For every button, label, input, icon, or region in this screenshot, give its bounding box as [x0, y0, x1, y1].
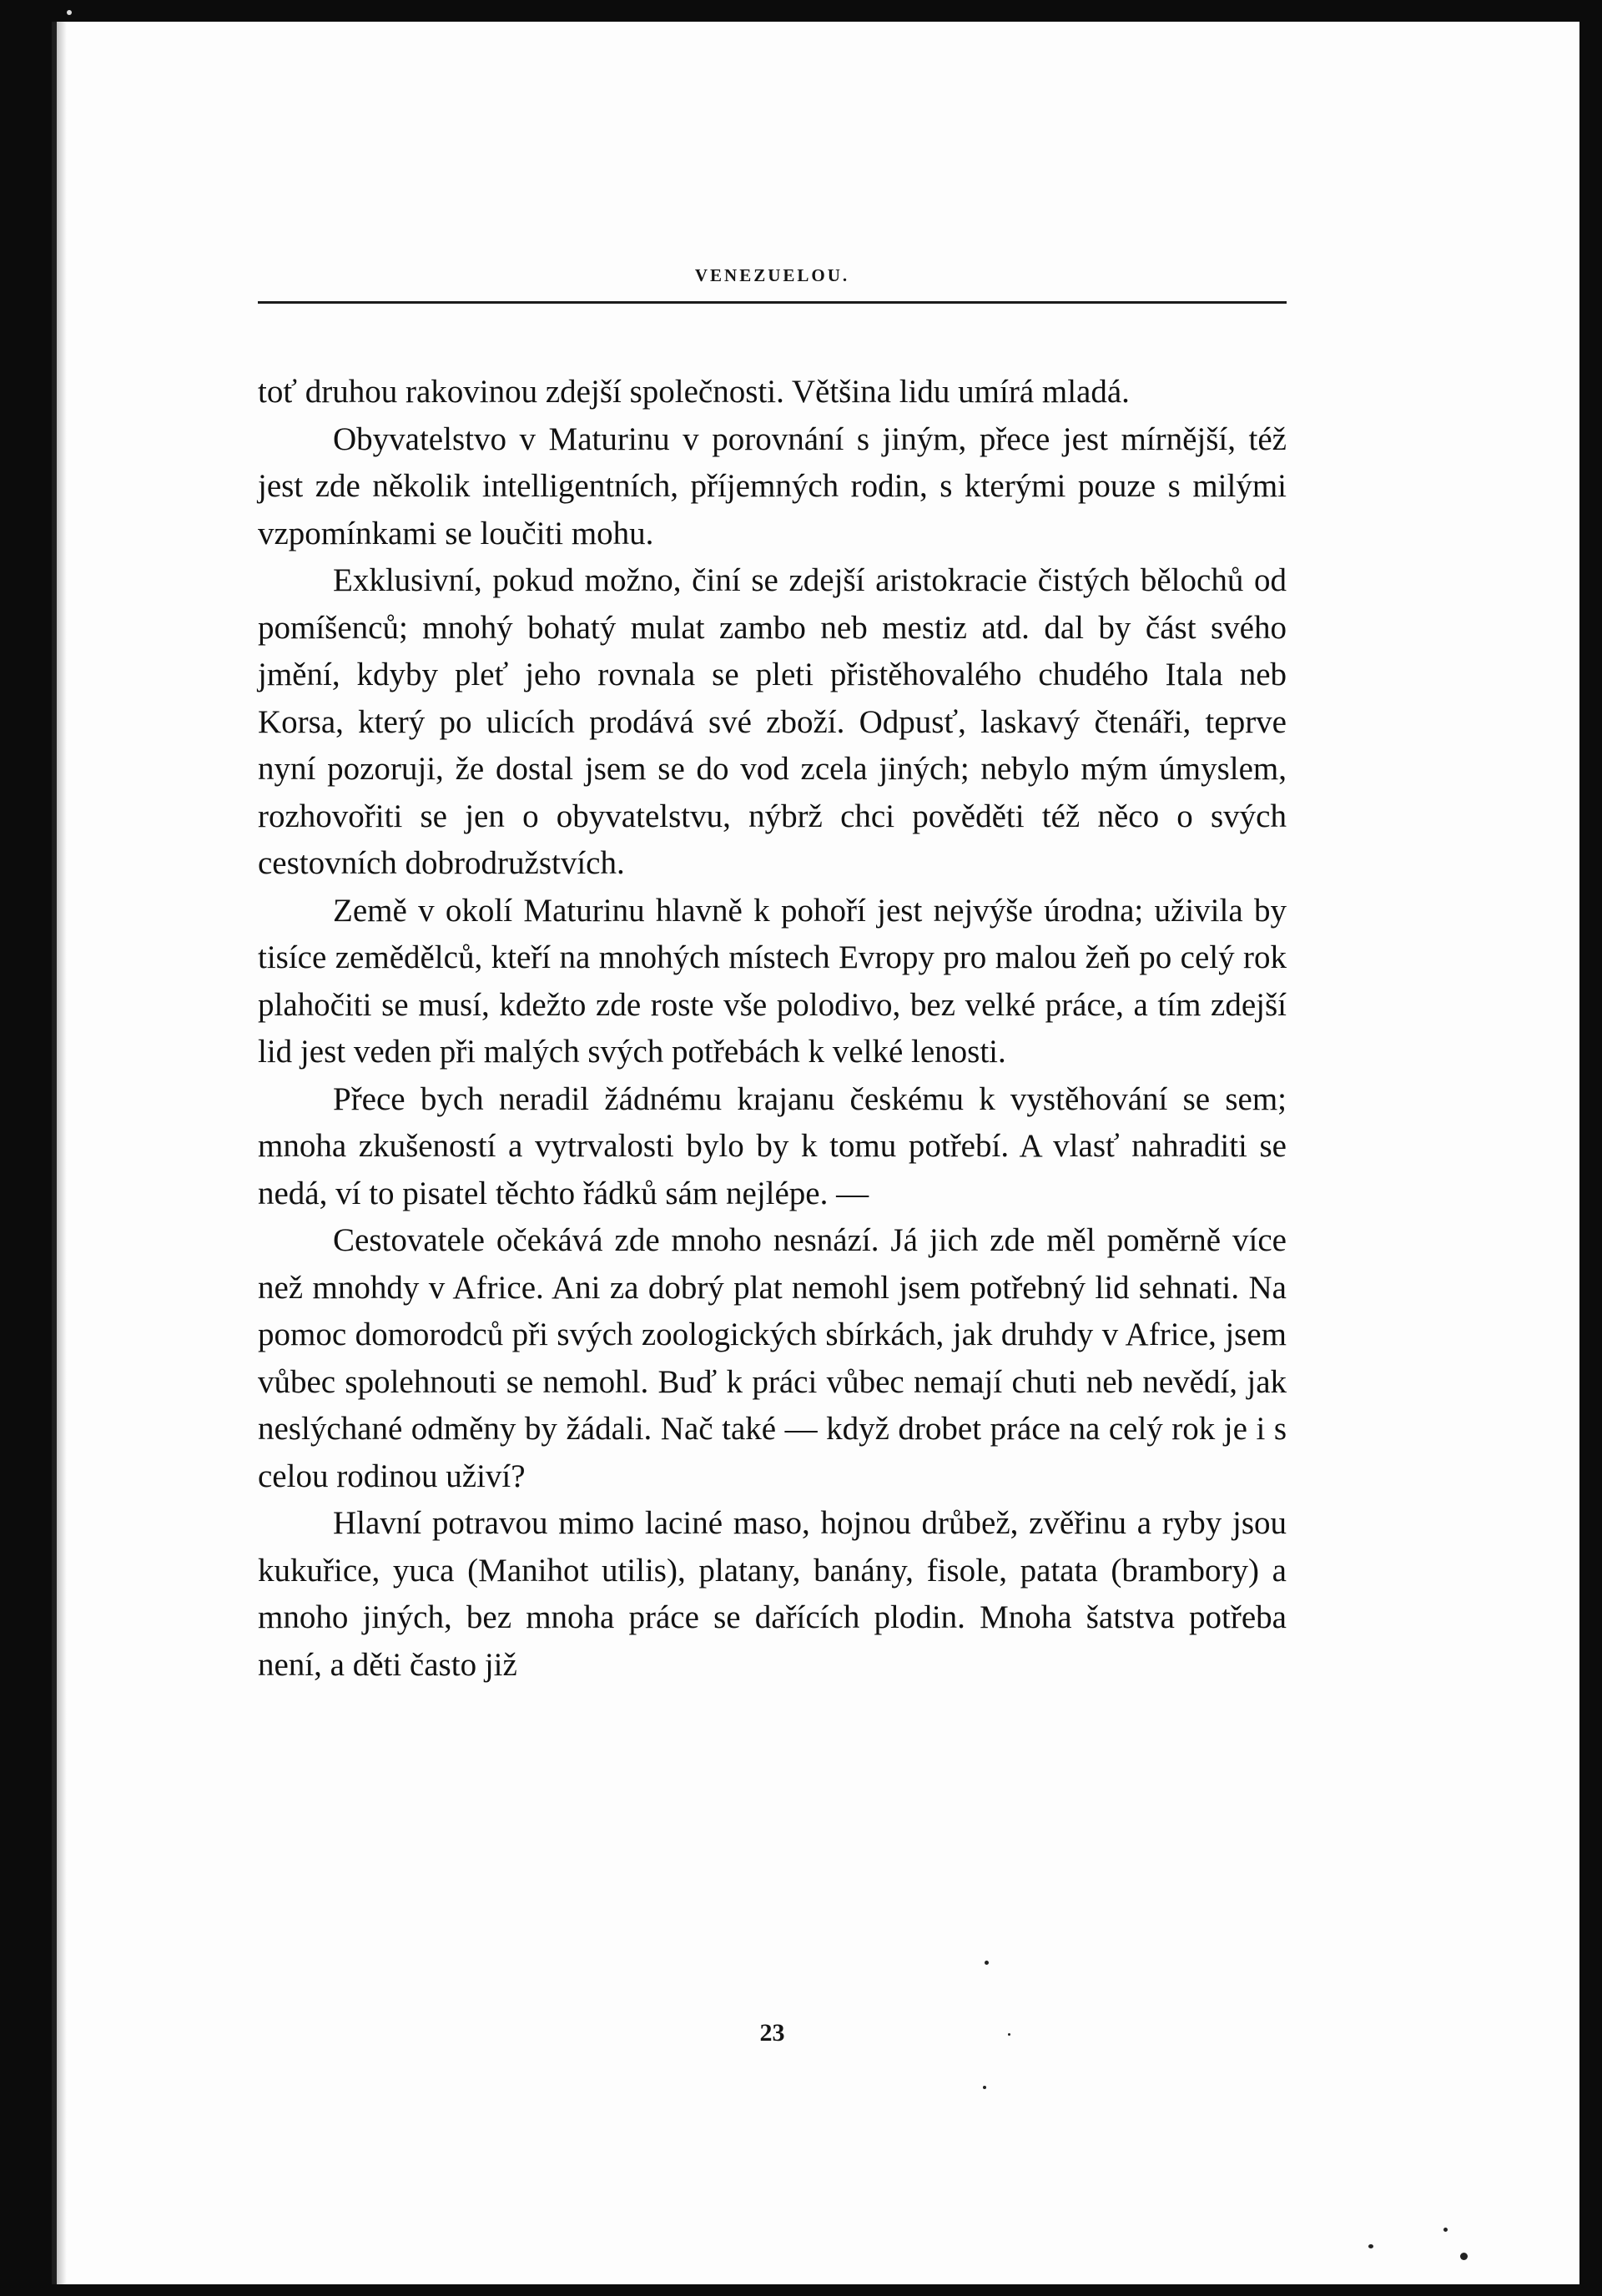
scan-speck — [1460, 2253, 1468, 2260]
scan-speck — [67, 10, 72, 15]
header-rule — [258, 301, 1287, 304]
scan-speck — [1368, 2244, 1373, 2248]
paragraph-6: Cestovatele očekává zde mnoho nesnází. Já jich zde měl poměrně více než mnohdy v Africe. Ani za dobrý plat nemohl jsem potřebný lid sehnati. Na pomoc domorodců při svých zoologických sbírkách, jak druhdy v Africe, jsem vůbec spolehnouti se nemohl. Buď k práci vůbec nemají chuti neb nevědí, jak neslýchané odměny by žádali. Nač také — když drobet práce na celý rok je i s celou rodinou uživí? — [258, 1222, 1287, 1494]
paragraph-4: Země v okolí Maturinu hlavně k pohoří jest nejvýše úrodna; uživila by tisíce zemědělců, kteří na mnohých místech Evropy pro malou žeň po celý rok plahočiti se musí, kdežto zde roste vše polodivo, bez velké práce, a tím zdejší lid jest veden při malých svých potřebách k velké lenosti. — [258, 892, 1287, 1070]
paragraph-7: Hlavní potravou mimo laciné maso, hojnou drůbež, zvěřinu a ryby jsou kukuřice, yuca (Manihot utilis), platany, banány, fisole, patata (brambory) a mnoho jiných, bez mnoha práce se dařících plodin. Mnoha šatstva potřeba není, a děti často již — [258, 1505, 1287, 1683]
paragraph-1: toť druhou rakovinou zdejší společnosti. Většina lidu umírá mladá. — [258, 374, 1130, 410]
page-number: 23 — [759, 2019, 785, 2047]
paragraph-5: Přece bych neradil žádnému krajanu českému k vystěhování se sem; mnoha zkušeností a vytrvalosti bylo by k tomu potřebí. A vlasť nahraditi se nedá, ví to pisatel těchto řádků sám nejlépe. — — [258, 1080, 1287, 1211]
running-header: VENEZUELOU. — [694, 265, 850, 285]
page-body — [258, 369, 1287, 1689]
scan-speck — [985, 1961, 989, 1965]
binding-shadow — [52, 22, 67, 2284]
scan-speck — [1443, 2228, 1448, 2232]
scan-speck — [983, 2086, 986, 2089]
scan-speck — [1008, 2033, 1010, 2036]
paragraph-3: Exklusivní, pokud možno, činí se zdejší aristokracie čistých bělochů od pomíšenců; mnohý bohatý mulat zambo neb mestiz atd. dal by část svého jmění, kdyby pleť jeho rovnala se pleti přistěhovalého chudého Itala neb Korsa, který po ulicích prodává své zboží. Odpusť, laskavý čtenáři, teprve nyní pozoruji, že dostal jsem se do vod zcela jiných; nebylo mým úmyslem, rozhovořiti se jen o obyvatelstvu, nýbrž chci pověděti též něco o svých cestovních dobrodružstvích. — [258, 562, 1287, 881]
paragraph-2: Obyvatelstvo v Maturinu v porovnání s jiným, přece jest mírnější, též jest zde několik intelligentních, příjemných rodin, s kterými pouze s milými vzpomínkami se loučiti mohu. — [258, 420, 1287, 551]
